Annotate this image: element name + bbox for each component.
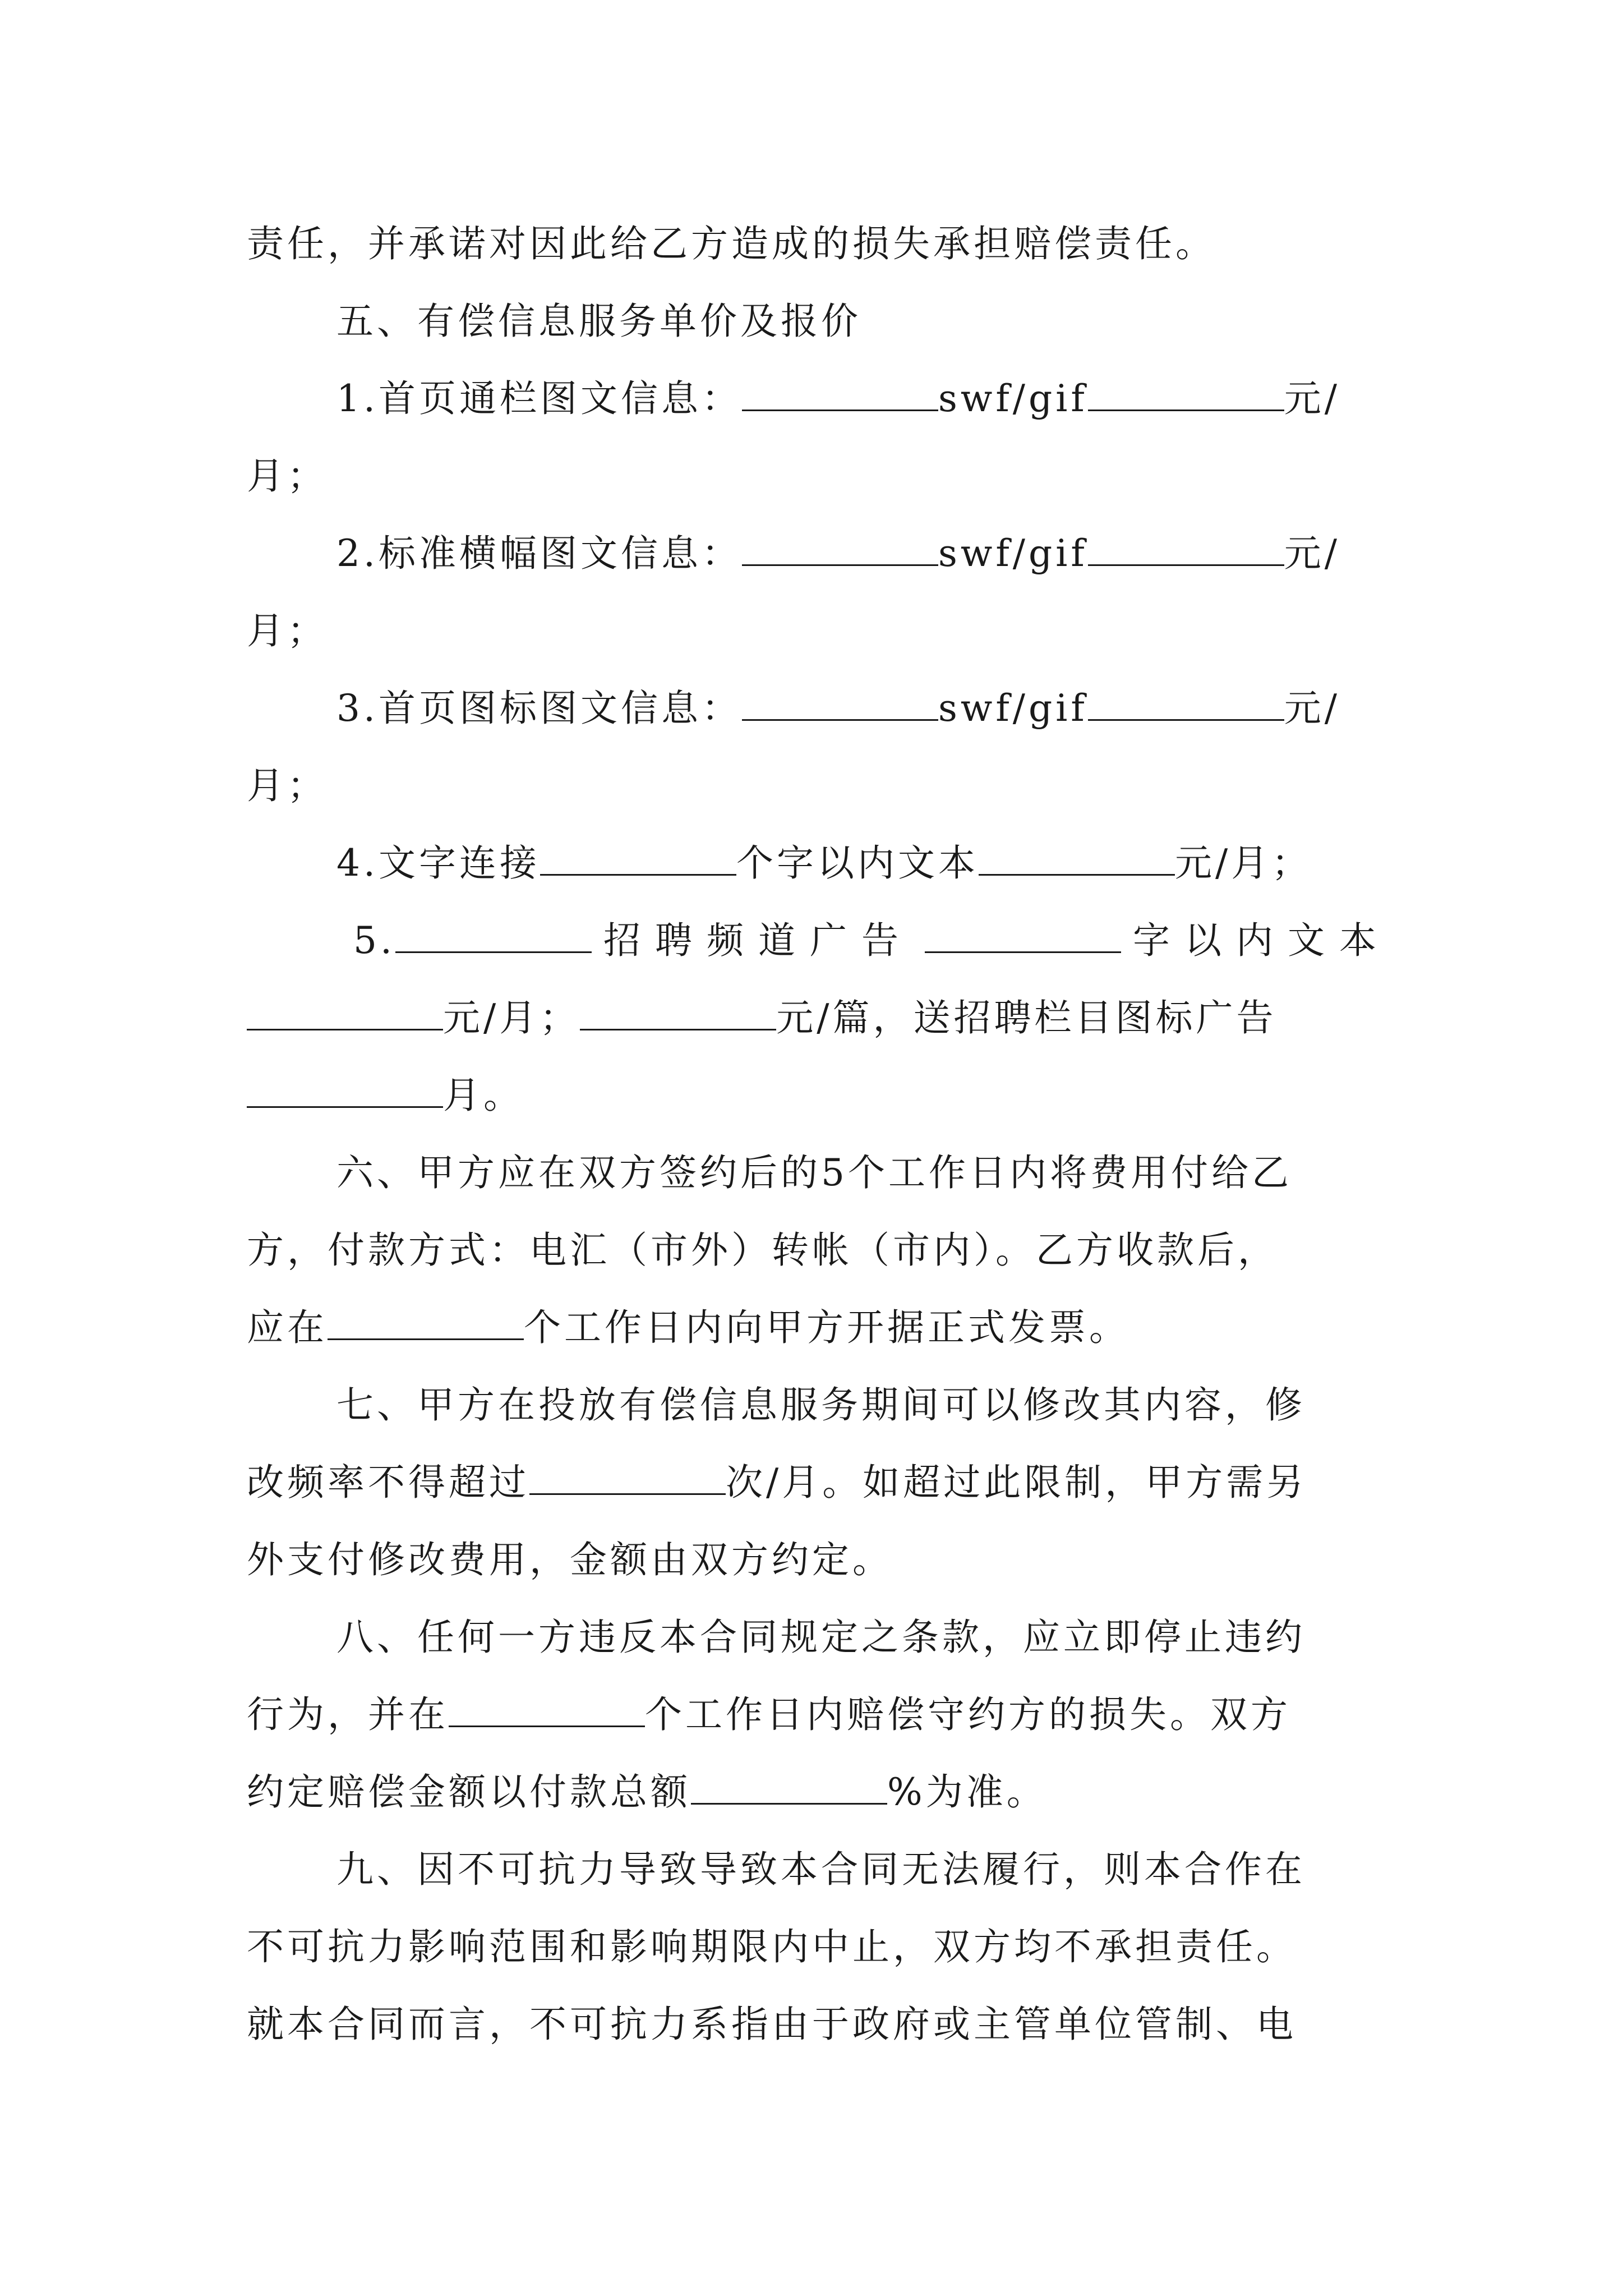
paragraph-line — [247, 219, 1391, 269]
blank-field — [529, 1461, 726, 1495]
text-run: 个工作日内赔偿守约方的损失。双方 — [645, 1693, 1291, 1736]
blank-field — [742, 377, 938, 411]
paragraph-line — [336, 1844, 1391, 1895]
text-run: 字以内文本 — [1132, 919, 1391, 962]
format-text: swf/gif — [938, 377, 1088, 420]
text-run: 招聘频道广告 — [603, 919, 913, 962]
blank-field — [540, 841, 736, 876]
text-run: 外支付修改费用，金额由双方约定。 — [247, 1538, 893, 1581]
text-run: %为准。 — [887, 1770, 1047, 1814]
price-item-5 — [353, 915, 1391, 966]
text-run: 责任，并承诺对因此给乙方造成的损失承担赔偿责任。 — [247, 222, 1216, 265]
text-run: 月； — [247, 609, 328, 652]
paragraph-line — [247, 451, 1391, 501]
blank-field — [979, 841, 1175, 876]
text-run: 六、甲方应在双方签约后的5个工作日内将费用付给乙 — [336, 1151, 1292, 1194]
text-run: 不可抗力影响范围和影响期限内中止，双方均不承担责任。 — [247, 1925, 1297, 1968]
heading-text: 五、有偿信息服务单价及报价 — [336, 300, 861, 343]
paragraph-line — [247, 1999, 1391, 2050]
unit-text: 元/ — [1284, 687, 1341, 730]
blank-field — [1088, 687, 1284, 721]
text-run: 个字以内文本 — [736, 841, 979, 885]
paragraph-line — [247, 1690, 1391, 1740]
paragraph-line — [247, 606, 1391, 656]
text-run: 月； — [247, 764, 328, 807]
blank-field — [247, 996, 443, 1030]
text-run: 次/月。如超过此限制，甲方需另 — [726, 1461, 1307, 1504]
unit-text: 元/月； — [1174, 841, 1312, 885]
paragraph-line — [247, 1767, 1391, 1818]
paragraph-line — [247, 1922, 1391, 1972]
text-run: 元/月； — [443, 996, 580, 1039]
blank-field — [925, 919, 1121, 953]
item-label: 3.首页图标图文信息： — [336, 687, 742, 730]
section-heading — [336, 296, 1391, 347]
paragraph-line — [336, 1380, 1391, 1430]
text-run: 应在 — [247, 1306, 328, 1349]
unit-text: 元/ — [1284, 532, 1341, 575]
text-group — [353, 915, 592, 966]
text-run: 约定赔偿金额以付款总额 — [247, 1770, 691, 1814]
item-number: 5. — [353, 919, 395, 962]
price-item-4 — [336, 838, 1391, 889]
item-label: 4.文字连接 — [336, 841, 540, 885]
blank-field — [742, 687, 938, 721]
price-item-1 — [336, 374, 1391, 424]
blank-field — [580, 996, 776, 1030]
text-run: 月。 — [443, 1074, 524, 1117]
blank-field — [1088, 377, 1284, 411]
paragraph-line — [247, 761, 1391, 811]
format-text: swf/gif — [938, 532, 1088, 575]
text-run: 行为，并在 — [247, 1693, 449, 1736]
text-run: 九、因不可抗力导致导致本合同无法履行，则本合作在 — [336, 1848, 1306, 1891]
format-text: swf/gif — [938, 687, 1088, 730]
text-run: 改频率不得超过 — [247, 1461, 529, 1504]
blank-field — [1088, 532, 1284, 566]
blank-field — [328, 1306, 524, 1340]
text-run: 个工作日内向甲方开据正式发票。 — [524, 1306, 1129, 1349]
item-label: 2.标准横幅图文信息： — [336, 532, 742, 575]
paragraph-line — [336, 1612, 1391, 1663]
text-run: 方，付款方式：电汇（市外）转帐（市内）。乙方收款后， — [247, 1228, 1278, 1272]
item-label: 1.首页通栏图文信息： — [336, 377, 742, 420]
text-run: 月； — [247, 454, 328, 498]
blank-field — [449, 1693, 645, 1727]
paragraph-line — [247, 1457, 1391, 1508]
blank-field — [742, 532, 938, 566]
text-run: 七、甲方在投放有偿信息服务期间可以修改其内容，修 — [336, 1383, 1306, 1427]
text-run: 元/篇，送招聘栏目图标广告 — [776, 996, 1277, 1039]
unit-text: 元/ — [1284, 377, 1341, 420]
paragraph-line — [247, 1225, 1391, 1276]
paragraph-line — [247, 1070, 1391, 1121]
price-item-3 — [336, 683, 1391, 734]
paragraph-line — [247, 1303, 1391, 1353]
paragraph-line — [336, 1148, 1391, 1198]
price-item-2 — [336, 528, 1391, 579]
text-run: 就本合同而言，不可抗力系指由于政府或主管单位管制、电 — [247, 2003, 1297, 2046]
blank-field — [395, 919, 592, 953]
blank-field — [247, 1074, 443, 1108]
paragraph-line — [247, 1535, 1391, 1585]
paragraph-line — [247, 993, 1391, 1043]
text-run: 八、任何一方违反本合同规定之条款，应立即停止违约 — [336, 1616, 1306, 1659]
blank-field — [691, 1770, 887, 1805]
